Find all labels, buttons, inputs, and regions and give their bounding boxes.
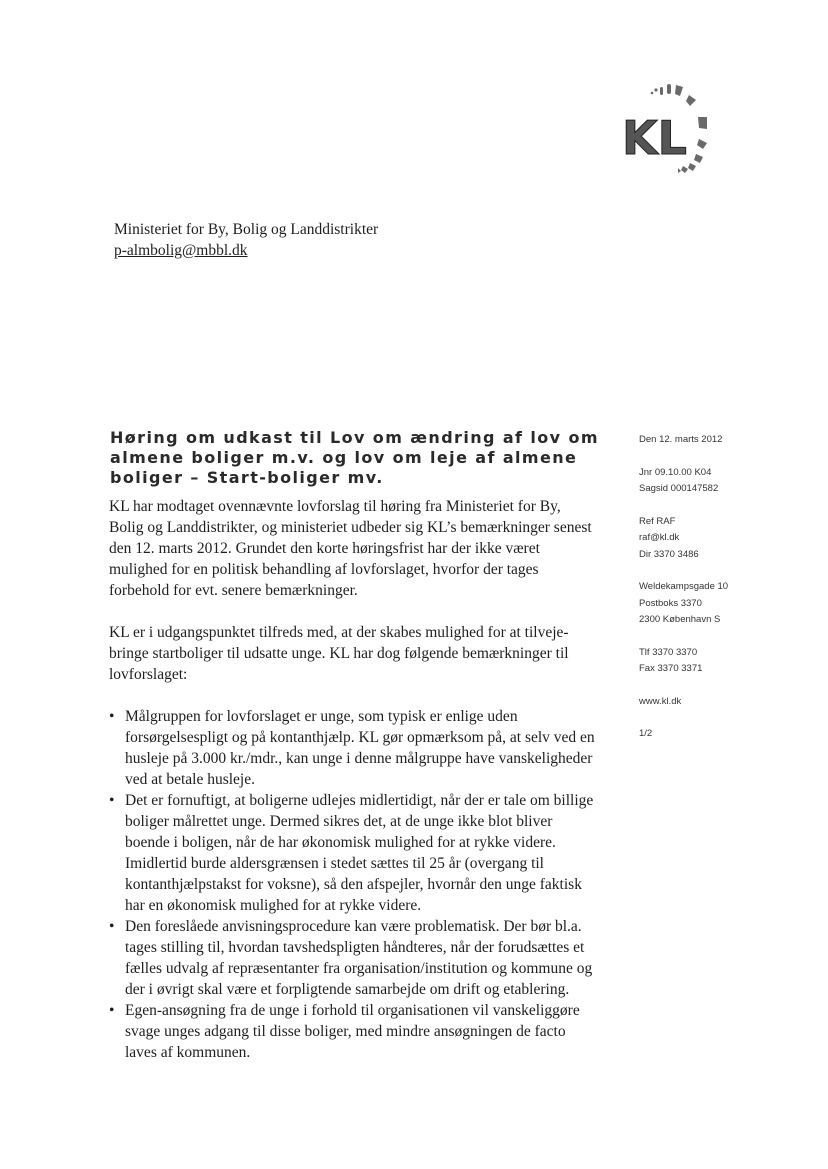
case-id: Sagsid 000147582 <box>639 483 719 494</box>
journal-number: Jnr 09.10.00 K04 <box>639 466 712 478</box>
fax-number: Fax 3370 3371 <box>639 663 703 674</box>
list-item: • Det er fornuftigt, at boligerne udlejes midlertidigt, når der er tale om billige boliger målrettet unge. Dermed sikres det, at de unge ikke blot bliver boende i boligen, når de har økonomisk mulighed for at rykke videre. Imidlertid burde aldersgrænsen i stedet sættes til 25 år (overgang til kontanthjælpstakst for voksne), så den afspejler, hvornår den unge faktisk har en økonomisk mulighed for at rykke videre. <box>109 792 594 914</box>
remarks-list <box>109 706 597 1063</box>
page-number: 1/2 <box>639 728 653 739</box>
bullet-icon: • <box>109 918 115 935</box>
address-postbox: Postboks 3370 <box>639 597 702 609</box>
letter-title: Høring om udkast til Lov om ændring af lov om almene boliger m.v. og lov om leje af almene boliger – Start-boliger mv. <box>110 428 599 487</box>
bullet-icon: • <box>109 1002 115 1019</box>
kl-logo <box>610 76 730 186</box>
recipient-email-link[interactable]: p-almbolig@mbbl.dk <box>114 242 248 259</box>
direct-phone: Dir 3370 3486 <box>639 548 699 560</box>
letter-body <box>109 496 597 1063</box>
list-item: • Egen-ansøgning fra de unge i forhold til organisationen vil vanskeliggøre svage unges adgang til disse boliger, med mindre ansøgningen de facto laves af kommunen. <box>109 1002 580 1061</box>
address-city: 2300 København S <box>639 614 721 625</box>
intro-paragraph: KL har modtaget ovennævnte lovforslag til høring fra Ministeriet for By, Bolig og Landdistrikter, og ministeriet udbeder sig KL’s bemærkninger senest den 12. marts 2012. Grundet den korte høringsfrist har der ikke været mulighed for en politisk behandling af lovforslaget, hvorfor der tages forbehold for evt. senere bemærkninger. <box>109 498 592 599</box>
sidebar-info <box>639 432 819 759</box>
website-link[interactable]: www.kl.dk <box>639 695 682 707</box>
list-item: • Den foreslåede anvisningsprocedure kan være problematisk. Der bør bl.a. tages stilling til, hvordan tavshedspligten håndteres, når der forudsættes et fælles udvalg af repræsentanter fra organisation/institution og kommune og der i øvrigt skal være et forpligtende samarbejde om drift og etablering. <box>109 918 593 998</box>
reference: Ref RAF <box>639 515 676 527</box>
bullet-icon: • <box>109 708 115 725</box>
position-paragraph: KL er i udgangspunktet tilfreds med, at der skabes mulighed for at tilveje-bringe startboliger til udsatte unge. KL har dog følgende bemærkninger til lovforslaget: <box>109 624 569 683</box>
reference-email-link[interactable]: raf@kl.dk <box>639 532 680 543</box>
logo-text: KL <box>622 111 687 165</box>
recipient-block <box>114 219 378 261</box>
list-item: • Målgruppen for lovforslaget er unge, som typisk er enlige uden forsørgelsespligt og på kontanthjælp. KL gør opmærksom på, at selv ved en husleje på 3.000 kr./mdr., kan unge i denne målgruppe have vanskeligheder ved at betale husleje. <box>109 708 595 788</box>
recipient-name: Ministeriet for By, Bolig og Landdistrikter <box>114 221 379 238</box>
bullet-icon: • <box>109 792 115 809</box>
address-street: Weldekampsgade 10 <box>639 581 729 592</box>
phone-number: Tlf 3370 3370 <box>639 646 698 658</box>
letter-date: Den 12. marts 2012 <box>639 434 723 445</box>
